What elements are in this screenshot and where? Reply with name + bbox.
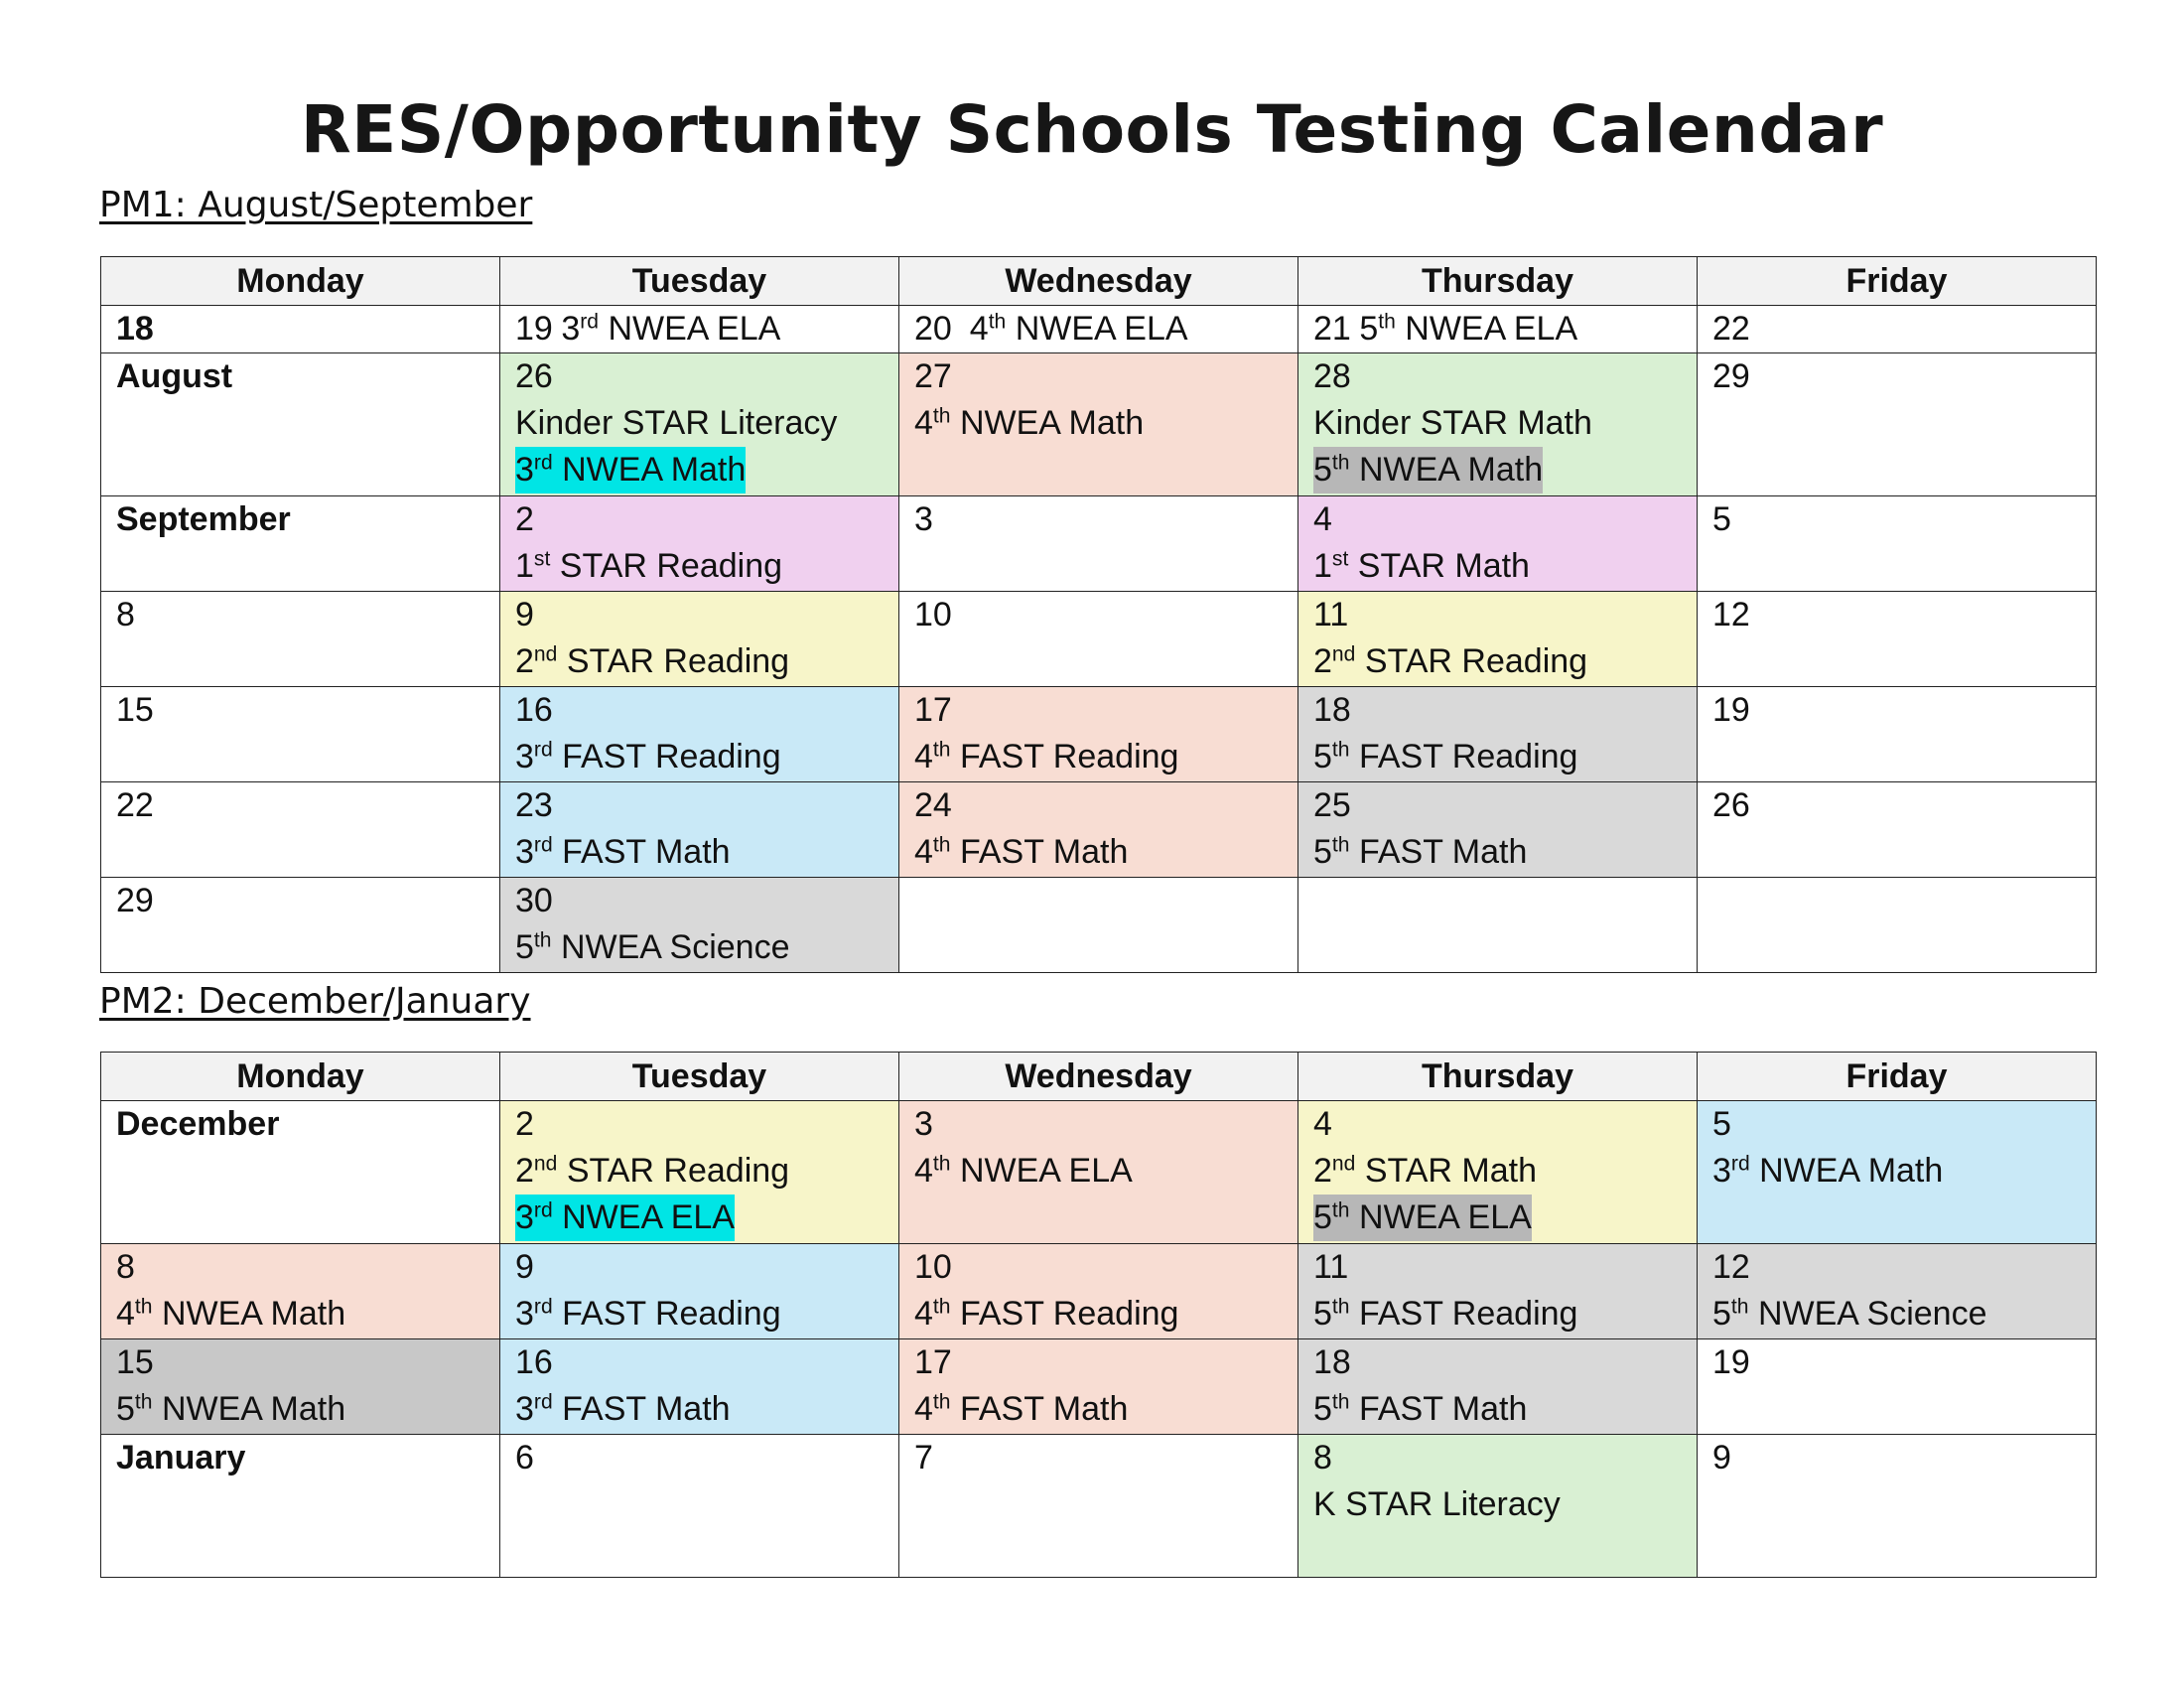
day-cell (899, 1244, 1298, 1339)
test-event (914, 1386, 1128, 1433)
grade-ordinal: nd (533, 642, 558, 666)
grade-ordinal: nd (533, 1152, 558, 1176)
grade-ordinal: st (533, 547, 551, 571)
day-number: 9 (515, 596, 534, 633)
day-number: 22 (1712, 310, 1750, 348)
test-event (1313, 734, 1577, 780)
test-event (515, 1148, 789, 1195)
test-name: K STAR Literacy (1313, 1485, 1561, 1523)
test-event (914, 1148, 1133, 1195)
grade-ordinal: rd (533, 833, 553, 857)
week-row (101, 496, 2097, 592)
day-cell (1698, 1244, 2097, 1339)
test-event (970, 306, 1188, 352)
day-cell (500, 782, 899, 878)
grade-ordinal: nd (1331, 1152, 1356, 1176)
test-event (561, 306, 780, 352)
grade-number: 3 (515, 1295, 534, 1333)
grade-ordinal: th (932, 833, 951, 857)
test-name: NWEA Math (950, 404, 1145, 442)
week-row (101, 1101, 2097, 1244)
weekday-friday: Friday (1698, 257, 2097, 306)
day-number: 19 (1712, 691, 1750, 729)
test-name: STAR Reading (557, 642, 790, 680)
grade-ordinal: th (932, 1390, 951, 1414)
test-event (515, 1386, 731, 1433)
test-name: FAST Math (552, 1390, 731, 1428)
grade-ordinal: th (1730, 1295, 1749, 1319)
week-row (101, 1435, 2097, 1578)
grade-ordinal: th (988, 310, 1007, 334)
grade-number: 3 (515, 833, 534, 871)
day-cell (101, 687, 500, 782)
test-name: NWEA Math (552, 451, 747, 489)
day-cell (1298, 353, 1698, 496)
test-name: FAST Reading (1349, 1295, 1578, 1333)
day-number: 26 (515, 357, 553, 395)
day-number: 15 (116, 691, 154, 729)
day-cell (500, 306, 899, 353)
test-event (515, 1195, 735, 1241)
test-event (1313, 638, 1587, 685)
weekday-thursday: Thursday (1298, 1053, 1698, 1101)
day-number: 23 (515, 786, 553, 824)
day-number: 19 (1712, 1343, 1750, 1381)
grade-number: 4 (914, 738, 933, 775)
test-event (1359, 306, 1577, 352)
day-cell (101, 1101, 500, 1244)
test-event (116, 1386, 345, 1433)
calendar-table-pm1 (100, 256, 2097, 973)
day-cell (1698, 687, 2097, 782)
day-number: 15 (116, 1343, 154, 1381)
grade-number: 4 (914, 833, 933, 871)
day-number: 3 (914, 1105, 933, 1143)
day-number: 25 (1313, 786, 1351, 824)
day-number: 26 (1712, 786, 1750, 824)
grade-number: 2 (1313, 642, 1332, 680)
grade-number: 3 (515, 1198, 534, 1236)
grade-number: 1 (515, 547, 534, 585)
test-name: NWEA Math (1749, 1152, 1944, 1190)
day-cell (500, 1435, 899, 1578)
grade-ordinal: th (1331, 451, 1350, 475)
test-name: Kinder STAR Literacy (515, 404, 838, 442)
day-number: 7 (914, 1439, 933, 1477)
grade-ordinal: th (1331, 738, 1350, 762)
weekday-header-row (101, 1053, 2097, 1101)
calendar-table-pm2 (100, 1052, 2097, 1578)
test-event (1313, 1386, 1527, 1433)
test-event (1712, 1291, 1987, 1337)
test-name: FAST Reading (552, 738, 781, 775)
day-cell (1698, 878, 2097, 973)
day-number: 17 (914, 1343, 952, 1381)
day-cell (101, 1435, 500, 1578)
test-event (1313, 400, 1592, 447)
grade-ordinal: th (1378, 310, 1396, 334)
grade-ordinal: th (1331, 1198, 1350, 1222)
day-number: 8 (1313, 1439, 1332, 1477)
week-row (101, 687, 2097, 782)
day-number: 3 (914, 500, 933, 538)
day-number: 5 (1712, 1105, 1731, 1143)
grade-number: 5 (1712, 1295, 1731, 1333)
day-number: 4 (1313, 1105, 1332, 1143)
day-cell (899, 353, 1298, 496)
day-number: 11 (1313, 1248, 1349, 1286)
day-cell (101, 782, 500, 878)
test-name: FAST Reading (1349, 738, 1578, 775)
test-name: STAR Reading (557, 1152, 790, 1190)
day-number: 6 (515, 1439, 534, 1477)
grade-ordinal: st (1331, 547, 1349, 571)
test-event (515, 638, 789, 685)
grade-number: 5 (515, 928, 534, 966)
day-number: 9 (515, 1248, 534, 1286)
page-title: RES/Opportunity Schools Testing Calendar (300, 91, 1884, 168)
grade-number: 4 (969, 310, 989, 348)
grade-number: 3 (515, 1390, 534, 1428)
day-cell (500, 1339, 899, 1435)
grade-ordinal: rd (533, 1390, 553, 1414)
grade-number: 3 (1712, 1152, 1731, 1190)
day-number: 10 (914, 596, 952, 633)
day-cell (1298, 687, 1698, 782)
day-cell (500, 1244, 899, 1339)
test-name: NWEA ELA (552, 1198, 735, 1236)
day-cell (1298, 1101, 1698, 1244)
day-cell (1698, 592, 2097, 687)
test-event (1313, 1148, 1537, 1195)
day-number: 20 (914, 310, 962, 348)
day-cell (899, 306, 1298, 353)
grade-number: 5 (1313, 451, 1332, 489)
test-event (1313, 543, 1530, 590)
week-row (101, 1244, 2097, 1339)
grade-number: 4 (914, 1295, 933, 1333)
grade-number: 5 (1313, 1295, 1332, 1333)
grade-ordinal: rd (580, 310, 599, 334)
weekday-monday: Monday (101, 257, 500, 306)
grade-number: 4 (116, 1295, 135, 1333)
grade-ordinal: nd (1331, 642, 1356, 666)
grade-ordinal: th (134, 1390, 153, 1414)
row-label: 18 (116, 310, 154, 348)
day-cell (101, 592, 500, 687)
day-number: 2 (515, 1105, 534, 1143)
day-cell (1298, 1435, 1698, 1578)
test-name: NWEA ELA (1349, 1198, 1532, 1236)
weekday-thursday: Thursday (1298, 257, 1698, 306)
weekday-tuesday: Tuesday (500, 257, 899, 306)
day-number: 8 (116, 596, 135, 633)
day-cell (899, 1339, 1298, 1435)
test-event (515, 447, 746, 493)
test-event (515, 1291, 781, 1337)
grade-number: 3 (561, 310, 581, 348)
day-cell (899, 1101, 1298, 1244)
day-number: 16 (515, 1343, 553, 1381)
grade-ordinal: th (1331, 1295, 1350, 1319)
day-number: 12 (1712, 1248, 1750, 1286)
test-name: STAR Math (1348, 547, 1530, 585)
day-number: 16 (515, 691, 553, 729)
test-event (914, 829, 1128, 876)
grade-number: 5 (1313, 1390, 1332, 1428)
test-event (1313, 447, 1543, 493)
week-row (101, 353, 2097, 496)
day-number: 27 (914, 357, 952, 395)
day-cell (1298, 782, 1698, 878)
day-cell (899, 1435, 1298, 1578)
grade-ordinal: th (134, 1295, 153, 1319)
weekday-friday: Friday (1698, 1053, 2097, 1101)
grade-number: 1 (1313, 547, 1332, 585)
test-event (914, 400, 1144, 447)
grade-number: 5 (1313, 738, 1332, 775)
test-name: FAST Math (950, 833, 1129, 871)
test-event (1313, 1291, 1577, 1337)
day-cell (101, 1339, 500, 1435)
test-event (1313, 1195, 1532, 1241)
row-label: August (116, 357, 233, 395)
grade-number: 2 (1313, 1152, 1332, 1190)
weekday-header-row (101, 257, 2097, 306)
test-event (515, 924, 790, 971)
weekday-wednesday: Wednesday (899, 257, 1298, 306)
day-cell (1698, 1435, 2097, 1578)
grade-ordinal: th (533, 928, 552, 952)
day-number: 29 (1712, 357, 1750, 395)
day-cell (899, 878, 1298, 973)
grade-ordinal: rd (1730, 1152, 1750, 1176)
grade-number: 5 (1313, 833, 1332, 871)
test-event (1313, 829, 1527, 876)
test-event (914, 1291, 1178, 1337)
grade-ordinal: rd (533, 738, 553, 762)
grade-number: 4 (914, 1390, 933, 1428)
grade-number: 3 (515, 451, 534, 489)
day-cell (101, 1244, 500, 1339)
test-name: FAST Math (950, 1390, 1129, 1428)
week-row (101, 782, 2097, 878)
test-name: FAST Reading (950, 738, 1179, 775)
week-row (101, 306, 2097, 353)
day-cell (899, 782, 1298, 878)
day-cell (500, 353, 899, 496)
section-heading-pm2: PM2: December/January (99, 981, 531, 1022)
test-name: NWEA ELA (1395, 310, 1578, 348)
test-name: STAR Math (1355, 1152, 1538, 1190)
day-cell (1298, 496, 1698, 592)
test-name: NWEA ELA (599, 310, 781, 348)
grade-number: 5 (116, 1390, 135, 1428)
day-cell (500, 878, 899, 973)
test-name: NWEA Math (1349, 451, 1544, 489)
day-cell (1298, 592, 1698, 687)
day-cell (1698, 496, 2097, 592)
test-name: NWEA Math (152, 1295, 346, 1333)
test-event (116, 1291, 345, 1337)
day-cell (1698, 353, 2097, 496)
day-cell (1298, 306, 1698, 353)
day-number: 12 (1712, 596, 1750, 633)
day-cell (101, 878, 500, 973)
day-cell (1298, 878, 1698, 973)
week-row (101, 592, 2097, 687)
day-number: 4 (1313, 500, 1332, 538)
test-name: FAST Reading (950, 1295, 1179, 1333)
day-cell (1298, 1244, 1698, 1339)
grade-number: 3 (515, 738, 534, 775)
day-cell (899, 687, 1298, 782)
test-name: FAST Math (552, 833, 731, 871)
row-label: December (116, 1105, 280, 1143)
day-cell (101, 353, 500, 496)
grade-number: 4 (914, 1152, 933, 1190)
day-number: 18 (1313, 691, 1351, 729)
day-cell (500, 592, 899, 687)
test-name: STAR Reading (1355, 642, 1588, 680)
grade-ordinal: rd (533, 1295, 553, 1319)
test-event (515, 734, 781, 780)
test-event (1712, 1148, 1943, 1195)
weekday-tuesday: Tuesday (500, 1053, 899, 1101)
test-name: FAST Math (1349, 1390, 1528, 1428)
day-cell (1298, 1339, 1698, 1435)
day-number: 10 (914, 1248, 952, 1286)
test-name: FAST Math (1349, 833, 1528, 871)
test-name: NWEA ELA (1006, 310, 1188, 348)
section-heading-pm1: PM1: August/September (99, 185, 533, 225)
day-number: 8 (116, 1248, 135, 1286)
grade-ordinal: th (1331, 1390, 1350, 1414)
week-row (101, 878, 2097, 973)
day-number: 9 (1712, 1439, 1731, 1477)
grade-ordinal: rd (533, 1198, 553, 1222)
day-cell (899, 496, 1298, 592)
day-number: 30 (515, 882, 553, 919)
test-event (914, 734, 1178, 780)
weekday-monday: Monday (101, 1053, 500, 1101)
day-cell (1698, 1101, 2097, 1244)
day-number: 19 (515, 310, 553, 348)
day-cell (1698, 306, 2097, 353)
day-cell (101, 496, 500, 592)
row-label: January (116, 1439, 246, 1477)
day-number: 2 (515, 500, 534, 538)
grade-ordinal: th (932, 1295, 951, 1319)
test-name: NWEA Science (1748, 1295, 1987, 1333)
weekday-wednesday: Wednesday (899, 1053, 1298, 1101)
day-number: 5 (1712, 500, 1731, 538)
day-cell (1698, 1339, 2097, 1435)
day-number: 24 (914, 786, 952, 824)
day-cell (500, 687, 899, 782)
week-row (101, 1339, 2097, 1435)
grade-number: 5 (1313, 1198, 1332, 1236)
day-number: 11 (1313, 596, 1349, 633)
day-number: 17 (914, 691, 952, 729)
test-name: NWEA ELA (950, 1152, 1133, 1190)
test-event (515, 543, 782, 590)
grade-ordinal: th (932, 738, 951, 762)
grade-number: 4 (914, 404, 933, 442)
grade-ordinal: th (932, 1152, 951, 1176)
day-number: 21 (1313, 310, 1351, 348)
test-name: Kinder STAR Math (1313, 404, 1592, 442)
grade-number: 5 (1359, 310, 1379, 348)
day-number: 18 (1313, 1343, 1351, 1381)
row-label: September (116, 500, 291, 538)
test-event (515, 400, 837, 447)
test-name: STAR Reading (550, 547, 783, 585)
test-name: NWEA Science (551, 928, 790, 966)
day-cell (101, 306, 500, 353)
test-name: FAST Reading (552, 1295, 781, 1333)
grade-number: 2 (515, 1152, 534, 1190)
grade-number: 2 (515, 642, 534, 680)
day-number: 29 (116, 882, 154, 919)
test-event (515, 829, 731, 876)
day-number: 28 (1313, 357, 1351, 395)
day-number: 22 (116, 786, 154, 824)
day-cell (899, 592, 1298, 687)
test-event (1313, 1481, 1561, 1528)
grade-ordinal: th (932, 404, 951, 428)
day-cell (500, 1101, 899, 1244)
day-cell (1698, 782, 2097, 878)
grade-ordinal: rd (533, 451, 553, 475)
test-name: NWEA Math (152, 1390, 346, 1428)
grade-ordinal: th (1331, 833, 1350, 857)
day-cell (500, 496, 899, 592)
